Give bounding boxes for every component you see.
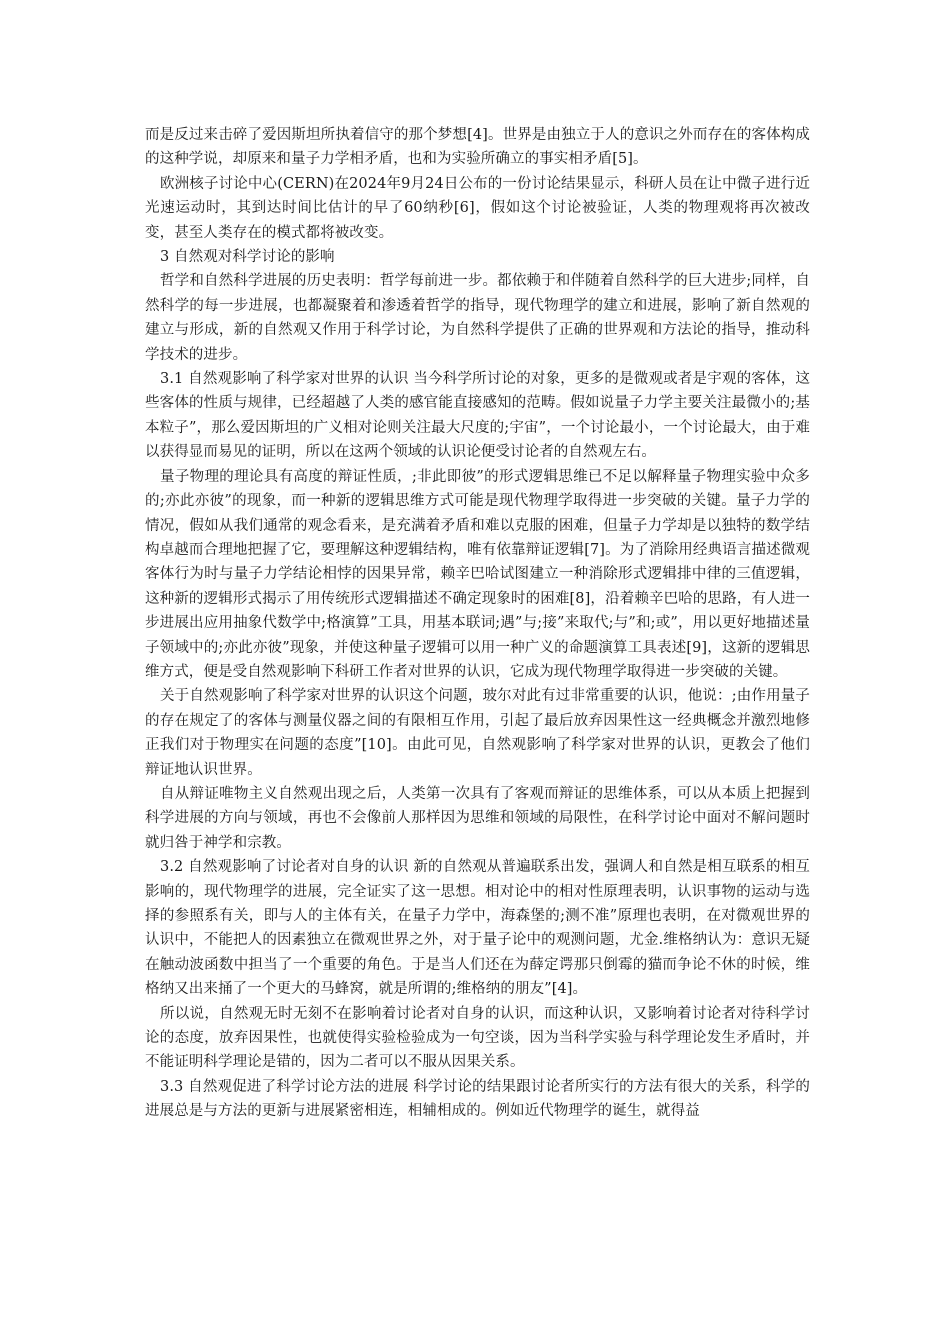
paragraph-causality: 所以说，自然观无时无刻不在影响着讨论者对自身的认识，而这种认识，又影响着讨论者对待科学讨论的态度，放弃因果性，也就使得实验检验成为一句空谈，因为当科学实验与科学理论发生矛盾时，并不能证明科学理论是错的，因为二者可以不服从因果关系。 (145, 1005, 810, 1071)
paragraph-cern: 欧洲核子讨论中心(CERN)在2024年9月24日公布的一份讨论结果显示，科研人员在让中微子进行近光速运动时，其到达时间比估计的早了60纳秒[6]，假如这个讨论被验证，人类的物理观将再次被改变，甚至人类存在的模式都将被改变。 (145, 175, 810, 241)
paragraph-section-3-3: 3.3 自然观促进了科学讨论方法的进展 科学讨论的结果跟讨论者所实行的方法有很大的关系，科学的进展总是与方法的更新与进展紧密相连，相辅相成的。例如近代物理学的诞生，就得益 (145, 1078, 810, 1120)
paragraph-continuation: 而是反过来击碎了爱因斯坦所执着信守的那个梦想[4]。世界是由独立于人的意识之外而存在的客体构成的这种学说，却原来和量子力学相矛盾，也和为实验所确立的事实相矛盾[5]。 (145, 127, 810, 168)
paragraph-section-3-2: 3.2 自然观影响了讨论者对自身的认识 新的自然观从普遍联系出发，强调人和自然是相互联系的相互影响的，现代物理学的进展，完全证实了这一思想。相对论中的相对性原理表明，认识事物的运动与选择的参照系有关，即与人的主体有关，在量子力学中，海森堡的;测不准”原理也表明，在对微观世界的认识中，不能把人的因素独立在微观世界之外，对于量子论中的观测问题，尤金.维格纳认为：意识无疑在触动波函数中担当了一个重要的角色。于是当人们还在为薛定谔那只倒霉的猫而争论不休的时候，维格纳又出来捅了一个更大的马蜂窝，就是所谓的;维格纳的朋友”[4]。 (145, 859, 810, 998)
paragraph-history: 哲学和自然科学进展的历史表明：哲学每前进一步。都依赖于和伴随着自然科学的巨大进步;同样，自然科学的每一步进展，也都凝聚着和渗透着哲学的指导，现代物理学的建立和进展，影响了新自然观的建立与形成，新的自然观又作用于科学讨论，为自然科学提供了正确的世界观和方法论的指导，推动科学技术的进步。 (145, 273, 810, 363)
paragraph-bohr: 关于自然观影响了科学家对世界的认识这个问题，玻尔对此有过非常重要的认识，他说：;由作用量子的存在规定了的客体与测量仪器之间的有限相互作用，引起了最后放弃因果性这一经典概念并激烈地修正我们对于物理实在问题的态度”[10]。由此可见，自然观影响了科学家对世界的认识，更教会了他们辩证地认识世界。 (145, 688, 810, 778)
paragraph-quantum-logic: 量子物理的理论具有高度的辩证性质，;非此即彼”的形式逻辑思维已不足以解释量子物理实验中众多的;亦此亦彼”的现象，而一种新的逻辑思维方式可能是现代物理学取得进一步突破的关键。量子力学的情况，假如从我们通常的观念看来，是充满着矛盾和难以克服的困难，但量子力学却是以独特的数学结构卓越而合理地把握了它，要理解这种逻辑结构，唯有依靠辩证逻辑[7]。为了消除用经典语言描述微观客体行为时与量子力学结论相悖的因果异常，赖辛巴哈试图建立一种消除形式逻辑排中律的三值逻辑，这种新的逻辑形式揭示了用传统形式逻辑描述不确定现象时的困难[8]，沿着赖辛巴哈的思路，有人进一步进展出应用抽象代数学中;格演算”工具，用基本联词;遇”与;接”来取代;与”和;或”，用以更好地描述量子领域中的;亦此亦彼”现象，并使这种量子逻辑可以用一种广义的命题演算工具表述[9]，这新的逻辑思维方式，便是受自然观影响下科研工作者对世界的认识，它成为现代物理学取得进一步突破的关键。 (145, 468, 810, 680)
paragraph-dialectical: 自从辩证唯物主义自然观出现之后，人类第一次具有了客观而辩证的思维体系，可以从本质上把握到科学进展的方向与领域，再也不会像前人那样因为思维和领域的局限性，在科学讨论中面对不解问题时就归咎于神学和宗教。 (145, 785, 810, 851)
document-page (145, 123, 810, 1124)
paragraph-section-3-1: 3.1 自然观影响了科学家对世界的认识 当今科学所讨论的对象，更多的是微观或者是宇观的客体，这些客体的性质与规律，已经超越了人类的感官能直接感知的范畴。假如说量子力学主要关注最微小的;基本粒子”，那么爱因斯坦的广义相对论则关注最大尺度的;宇宙”，一个讨论最小，一个讨论最大，由于难以获得显而易见的证明，所以在这两个领域的认识论便受讨论者的自然观左右。 (145, 371, 810, 461)
section-heading-3: 3 自然观对科学讨论的影响 (160, 249, 335, 266)
